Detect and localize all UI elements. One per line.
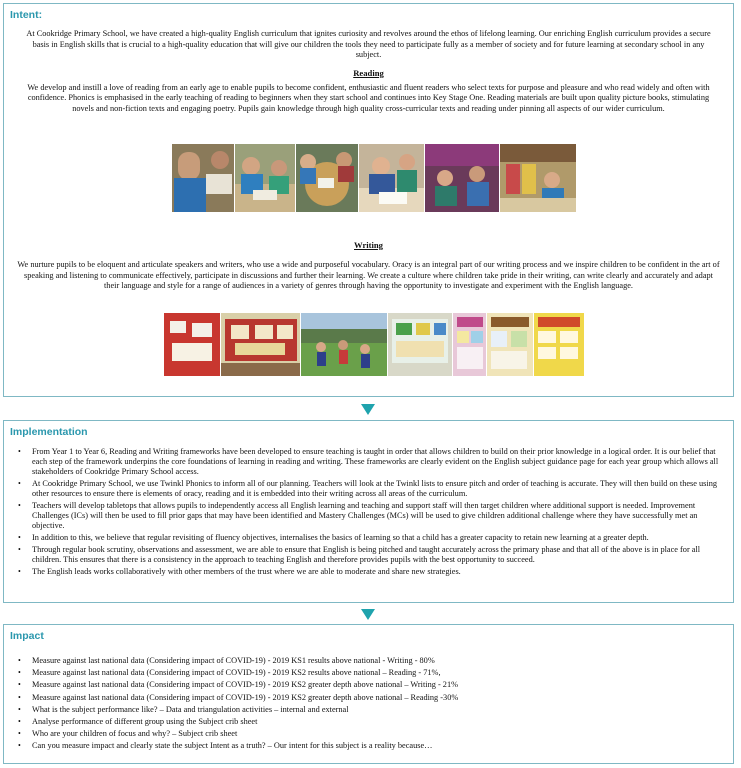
arrow-down-icon (361, 609, 375, 620)
implementation-section (3, 420, 734, 603)
reading-photo-1 (172, 144, 234, 212)
list-item: • Analyse performance of different group using the Subject crib sheet (32, 717, 725, 727)
reading-photo-4 (359, 144, 425, 212)
writing-photo-4 (388, 313, 452, 376)
reading-photo-2 (235, 144, 295, 212)
list-item: • Can you measure impact and clearly state the subject Intent as a truth? – Our intent for this subject is a reality because… (32, 741, 725, 751)
arrow-down-icon (361, 404, 375, 415)
impact-section (3, 624, 734, 764)
writing-photo-6 (487, 313, 533, 376)
implementation-list (8, 447, 725, 579)
intent-paragraph: At Cookridge Primary School, we have created a high-quality English curriculum that ignites curiosity and revolves around the ethos of lifelong learning. Our enriching English curriculum provides a secure basis in English skills that is crucial to a high-quality education that will give our children the tools they need to participate fully as a member of society and for future learning at secondary school in any subject. (26, 29, 711, 60)
list-item: • Measure against last national data (Considering impact of COVID-19) - 2019 KS1 results above national - Writing - 80% (32, 656, 725, 666)
reading-text: We develop and instill a love of reading from an early age to enable pupils to become confident, enthusiastic and fluent readers who select texts for purpose and pleasure and who read widely and often with confidence. Phonics is emphasised in the early teaching of reading to beginners when they start school and continues into Key Stage One. Reading materials are built upon quality picture books, stimulating novels and non-fiction texts and engaging poetry. Pupils gain knowledge through high quality cross-curricular texts and reading under pinning all aspects of our wider curriculum. (27, 82, 710, 113)
reading-photo-5 (425, 144, 499, 212)
list-item: • Teachers will develop tabletops that allows pupils to independently access all English learning and teaching and support staff will then target children where additional support is needed. Improvement Challenges (ICs) will then be used to fill prior gaps that may have been identified and Mastery Challenges (MCs) will be used to give children additional challenge where they have successfully met an objective. (32, 501, 725, 531)
impact-title: Impact (10, 630, 44, 642)
list-item: • From Year 1 to Year 6, Reading and Writing frameworks have been developed to ensure teaching is taught in order that allows children to build on their prior knowledge in a logical order. It is our belief that each step of the framework underpins the core foundations of learning in reading and writing. These frameworks are clearly evident on the English subject guidance page for each year group which allows all stakeholders of Cookridge Primary School access. (32, 447, 725, 477)
writing-photo-3 (301, 313, 387, 376)
list-item: • Measure against last national data (Considering impact of COVID-19) - 2019 KS2 greater depth above national – Reading -30% (32, 693, 725, 703)
writing-photo-5 (453, 313, 487, 376)
writing-text: We nurture pupils to be eloquent and articulate speakers and writers, who use a wide and purposeful vocabulary. Oracy is an integral part of our writing process and we inspire children to be confident in the art of speaking and listening to communicate effectively, participate in discussions and further their learning. We create a culture where children take pride in their writing, can write clearly and accurately and adapt their language and style for a range of audiences in a variety of genres through having the opportunity to investigate and experiment with the English language. (17, 260, 720, 291)
intent-section (3, 3, 734, 397)
reading-photo-3 (296, 144, 358, 212)
list-item: • Measure against last national data (Considering impact of COVID-19) - 2019 KS2 greater depth above national – Writing - 21% (32, 680, 725, 690)
list-item: • Measure against last national data (Considering impact of COVID-19) - 2019 KS2 results above national – Reading - 71%, (32, 668, 725, 678)
writing-photo-strip (164, 313, 584, 376)
list-item: • The English leads works collaboratively with other members of the trust where we are able to moderate and share new strategies. (32, 567, 725, 577)
implementation-title: Implementation (10, 426, 88, 438)
writing-heading: Writing (354, 240, 383, 250)
list-item: • Through regular book scrutiny, observations and assessment, we are able to ensure that English is being pitched and taught accurately across the primary phase and that all of the above is in place for all children. This ensures that there is a consistency in the approach to teaching English and therefore provides pupils with the best opportunity to succeed. (32, 545, 725, 565)
reading-heading: Reading (353, 67, 384, 78)
impact-list (8, 656, 725, 754)
writing-photo-1 (164, 313, 220, 376)
list-item: • In addition to this, we believe that regular revisiting of fluency objectives, internalises the basics of learning so that a child has a greater capacity to retain new learning at a greater depth. (32, 533, 725, 543)
list-item: • At Cookridge Primary School, we use Twinkl Phonics to inform all of our planning. Teachers will look at the Twinkl lists to ensure pitch and order of teaching is accurate. They will then build on these using other resources to ensure there is elements of oracy, reading and it is embedded into their writing across all areas of the curriculum. (32, 479, 725, 499)
reading-photo-6 (500, 144, 576, 212)
list-item: • What is the subject performance like? – Data and triangulation activities – internal and external (32, 705, 725, 715)
reading-photo-strip (172, 144, 576, 212)
writing-photo-2 (221, 313, 301, 376)
list-item: • Who are your children of focus and why? – Subject crib sheet (32, 729, 725, 739)
intent-title: Intent: (10, 9, 43, 21)
writing-photo-7 (534, 313, 584, 376)
